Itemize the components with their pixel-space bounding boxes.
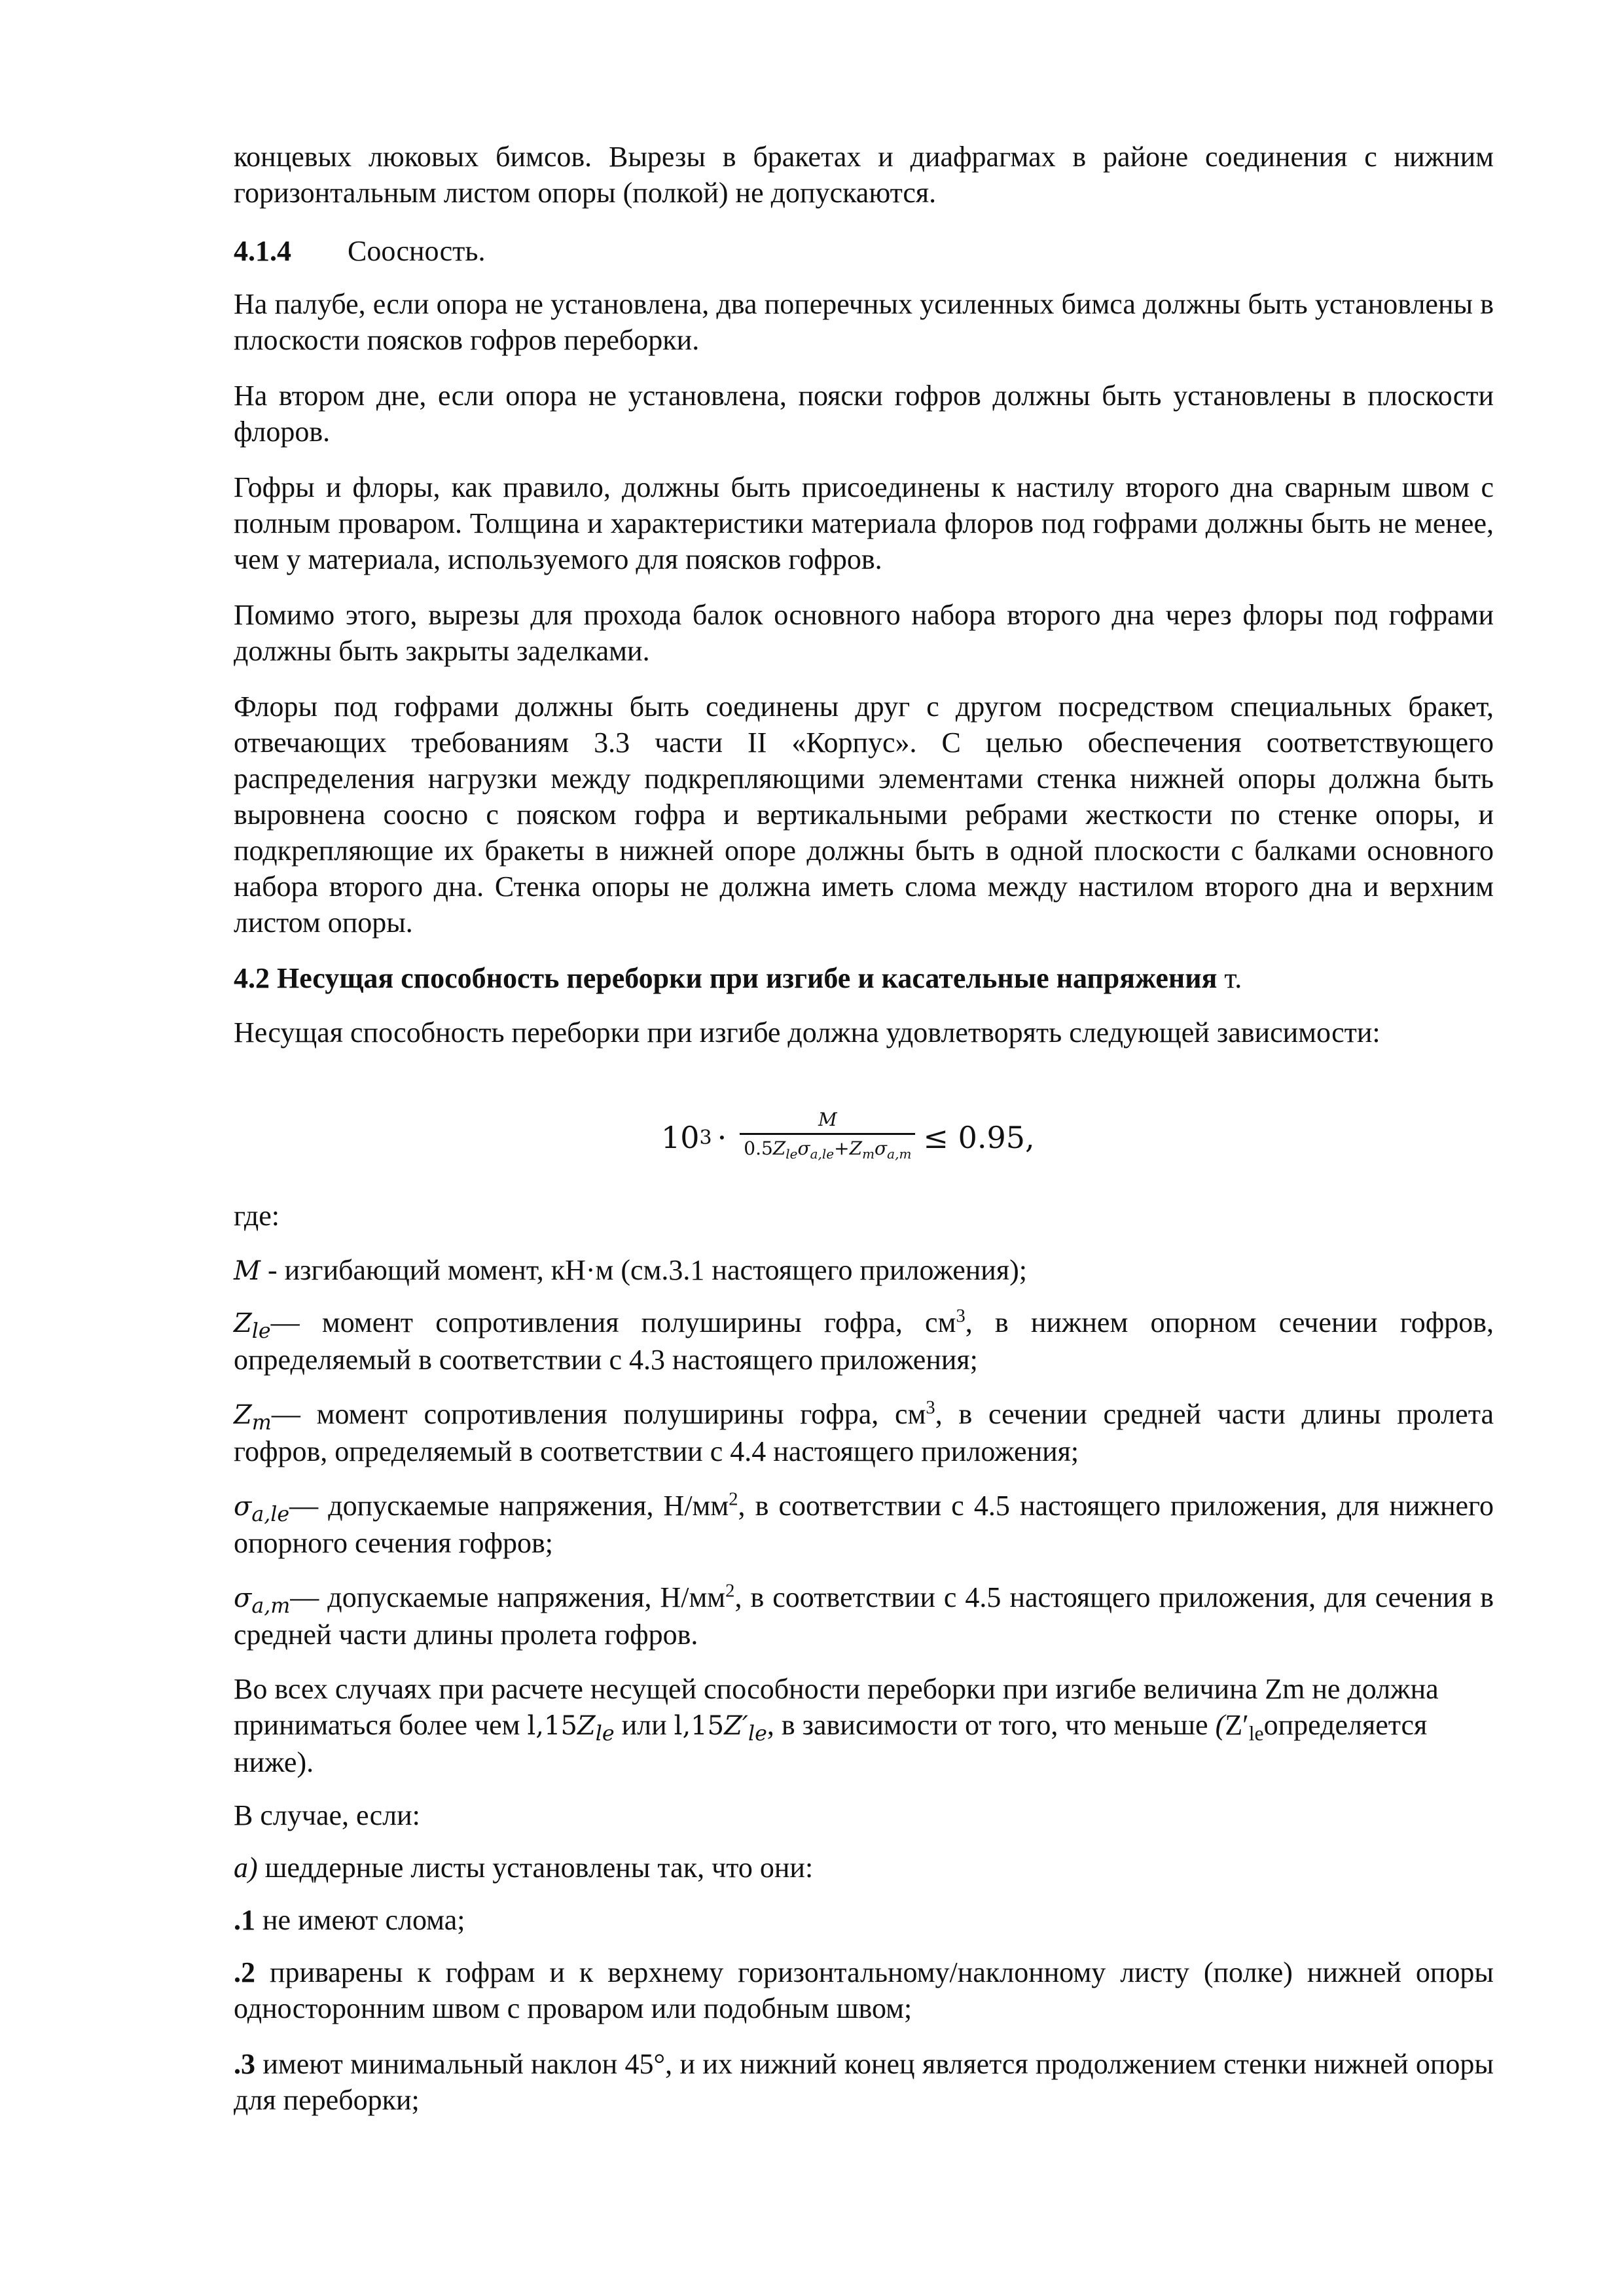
section-title: Соосность. (348, 235, 486, 267)
text-part: определяется ниже). (234, 1709, 1428, 1778)
list-item-text: имеют минимальный наклон 45°, и их нижний конец является продолжением стенки нижней опоры для переборки; (234, 2048, 1494, 2116)
definition-text-cont: , в соответствии с 4.5 настоящего приложения, для сечения в средней части длины пролета гофров. (234, 1581, 1494, 1651)
definition-M (234, 1252, 1494, 1289)
bending-capacity-formula (661, 1105, 1035, 1170)
paragraph-in-case: В случае, если: (234, 1799, 420, 1831)
list-item-number: .1 (234, 1904, 255, 1936)
condition-text: шеддерные листы установлены так, что они: (257, 1852, 814, 1884)
symbol-sub: le (748, 1721, 767, 1746)
text-part: , в зависимости от того, что меньше (767, 1709, 1216, 1741)
definition-text: — момент сопротивления полуширины гофра, см (271, 1398, 926, 1430)
den-sigma2-sub: a,m (887, 1146, 912, 1162)
paragraph-zm-limit (234, 1671, 1494, 1780)
definition-text-cont: , в нижнем опорном сечении гофров, определяемый в соответствии с 4.3 настоящего приложения; (234, 1306, 1494, 1376)
factor: l,15 (527, 1711, 577, 1741)
den-z: Z (772, 1138, 786, 1159)
paragraph-corrugations-floors: Гофры и флоры, как правило, должны быть присоединены к настилу второго дна сварным швом с полным проваром. Толщина и характеристики материала флоров под гофрами должны быть не менее, чем у материала, используемого для поясков гофров. (234, 471, 1494, 575)
formula-exponent: 3 (699, 1126, 712, 1149)
section-number: 4.1.4 (234, 235, 291, 267)
text-part: Во всех случаях при расчете несущей способности переборки при изгибе величина Zm не должна приниматься более чем (234, 1673, 1439, 1741)
formula-dot: · (717, 1119, 727, 1155)
list-item-text: не имеют слома; (255, 1904, 465, 1936)
symbol-sub: le (1248, 1721, 1264, 1745)
symbol-sub: le (595, 1721, 615, 1746)
symbol-sigma: σ (234, 1583, 252, 1613)
den-sigma: σ (797, 1138, 810, 1159)
paragraph-inner-bottom: На втором дне, если опора не установлена, пояски гофров должны быть установлены в плоскости флоров. (234, 380, 1494, 448)
formula-base: 10 (661, 1119, 700, 1155)
paragraph-floors-brackets: Флоры под гофрами должны быть соединены друг с другом посредством специальных бракет, отвечающих требованиям 3.3 части II «Корпус». С целью обеспечения соответствующего распределения нагрузки между подкрепляющими элементами стенка нижней опоры должна быть выровнена соосно с пояском гофра и вертикальными ребрами жесткости по стенке опоры, и подкрепляющие их бракеты в нижней опоре должны быть в одной плоскости с балками основного набора второго дна. Стенка опоры не должна иметь слома между настилом второго дна и верхним листом опоры. (234, 691, 1494, 939)
paragraph-bending-capacity: Несущая способность переборки при изгибе должна удовлетворять следующей зависимости: (234, 1016, 1380, 1049)
list-item-number: .2 (234, 1956, 255, 1988)
formula-numerator: M (818, 1109, 837, 1130)
symbol-sigma: σ (234, 1492, 252, 1522)
paragraph-hatch-beams: концевых люковых бимсов. Вырезы в бракетах и диафрагмах в районе соединения с нижним горизонтальным листом опоры (полкой) не допускаются. (234, 141, 1494, 209)
paragraph-deck: На палубе, если опора не установлена, два поперечных усиленных бимса должны быть установлены в плоскости поясков гофров переборки. (234, 288, 1494, 356)
formula-denominator (740, 1135, 915, 1166)
paragraph-cutouts: Помимо этого, вырезы для прохода балок основного набора второго дна через флоры под гофрами должны быть закрыты заделками. (234, 599, 1494, 667)
section-heading-tail: т. (1217, 962, 1242, 994)
symbol-Z: Z (234, 1308, 252, 1338)
list-item (234, 1954, 1494, 2026)
definition-text-cont: , в сечении средней части длины пролета гофров, определяемый в соответствии с 4.4 настоящего приложения; (234, 1398, 1494, 1467)
symbol-sub: a,le (251, 1502, 290, 1526)
unit-exponent: 3 (926, 1397, 935, 1418)
unit-exponent: 2 (729, 1489, 738, 1510)
condition-label: а) (234, 1852, 258, 1884)
unit-exponent: 2 (725, 1581, 735, 1602)
definition-text: - изгибающий момент, кН·м (см.3.1 настоящего приложения); (260, 1254, 1027, 1286)
definition-text-cont: , в соответствии с 4.5 настоящего приложения, для нижнего опорного сечения гофров; (234, 1490, 1494, 1559)
definition-Zle (234, 1304, 1494, 1378)
den-coef: 0.5 (744, 1138, 773, 1159)
section-heading-4-2 (234, 960, 1494, 996)
paren: ( (1215, 1709, 1225, 1741)
list-item (234, 1902, 1494, 1938)
den-sigma-sub: a,le (810, 1146, 835, 1162)
den-z2-sub: m (862, 1146, 875, 1162)
condition-a (234, 1850, 1494, 1886)
definition-text: — допускаемые напряжения, Н/мм (289, 1490, 729, 1522)
den-plus: + (834, 1138, 850, 1159)
definition-sigma-am (234, 1579, 1494, 1653)
den-z-sub: le (785, 1146, 798, 1162)
symbol-M: M (234, 1256, 261, 1286)
den-sigma2: σ (875, 1138, 888, 1159)
definition-text: — допускаемые напряжения, Н/мм (290, 1581, 726, 1613)
den-z2: Z (849, 1138, 863, 1159)
symbol-sub: m (251, 1410, 272, 1435)
symbol-Z-prime-text: Z′ (1225, 1709, 1249, 1741)
list-item (234, 2046, 1494, 2118)
definition-Zm (234, 1396, 1494, 1469)
text-part: или (614, 1709, 674, 1741)
definition-sigma-ale (234, 1488, 1494, 1561)
definition-text: — момент сопротивления полуширины гофра, см (270, 1306, 956, 1338)
symbol-sub: a,m (251, 1594, 291, 1618)
formula-fraction (740, 1109, 915, 1166)
section-heading-4-1-4 (234, 233, 1494, 269)
list-item-number: .3 (234, 2048, 255, 2080)
symbol-Z-prime: Z′ (724, 1711, 748, 1741)
list-item-text: приварены к гофрам и к верхнему горизонтальному/наклонному листу (полке) нижней опоры односторонним швом с проваром или подобным швом; (234, 1956, 1494, 2024)
factor: l,15 (674, 1711, 725, 1741)
symbol-Z: Z (577, 1711, 596, 1741)
unit-exponent: 3 (956, 1306, 965, 1327)
formula-rhs: ≤ 0.95, (923, 1119, 1035, 1155)
where-label: где: (234, 1200, 280, 1232)
section-heading-bold: 4.2 Несущая способность переборки при изгибе и касательные напряжения (234, 962, 1218, 994)
symbol-Z: Z (234, 1400, 252, 1430)
symbol-sub: le (251, 1319, 271, 1343)
